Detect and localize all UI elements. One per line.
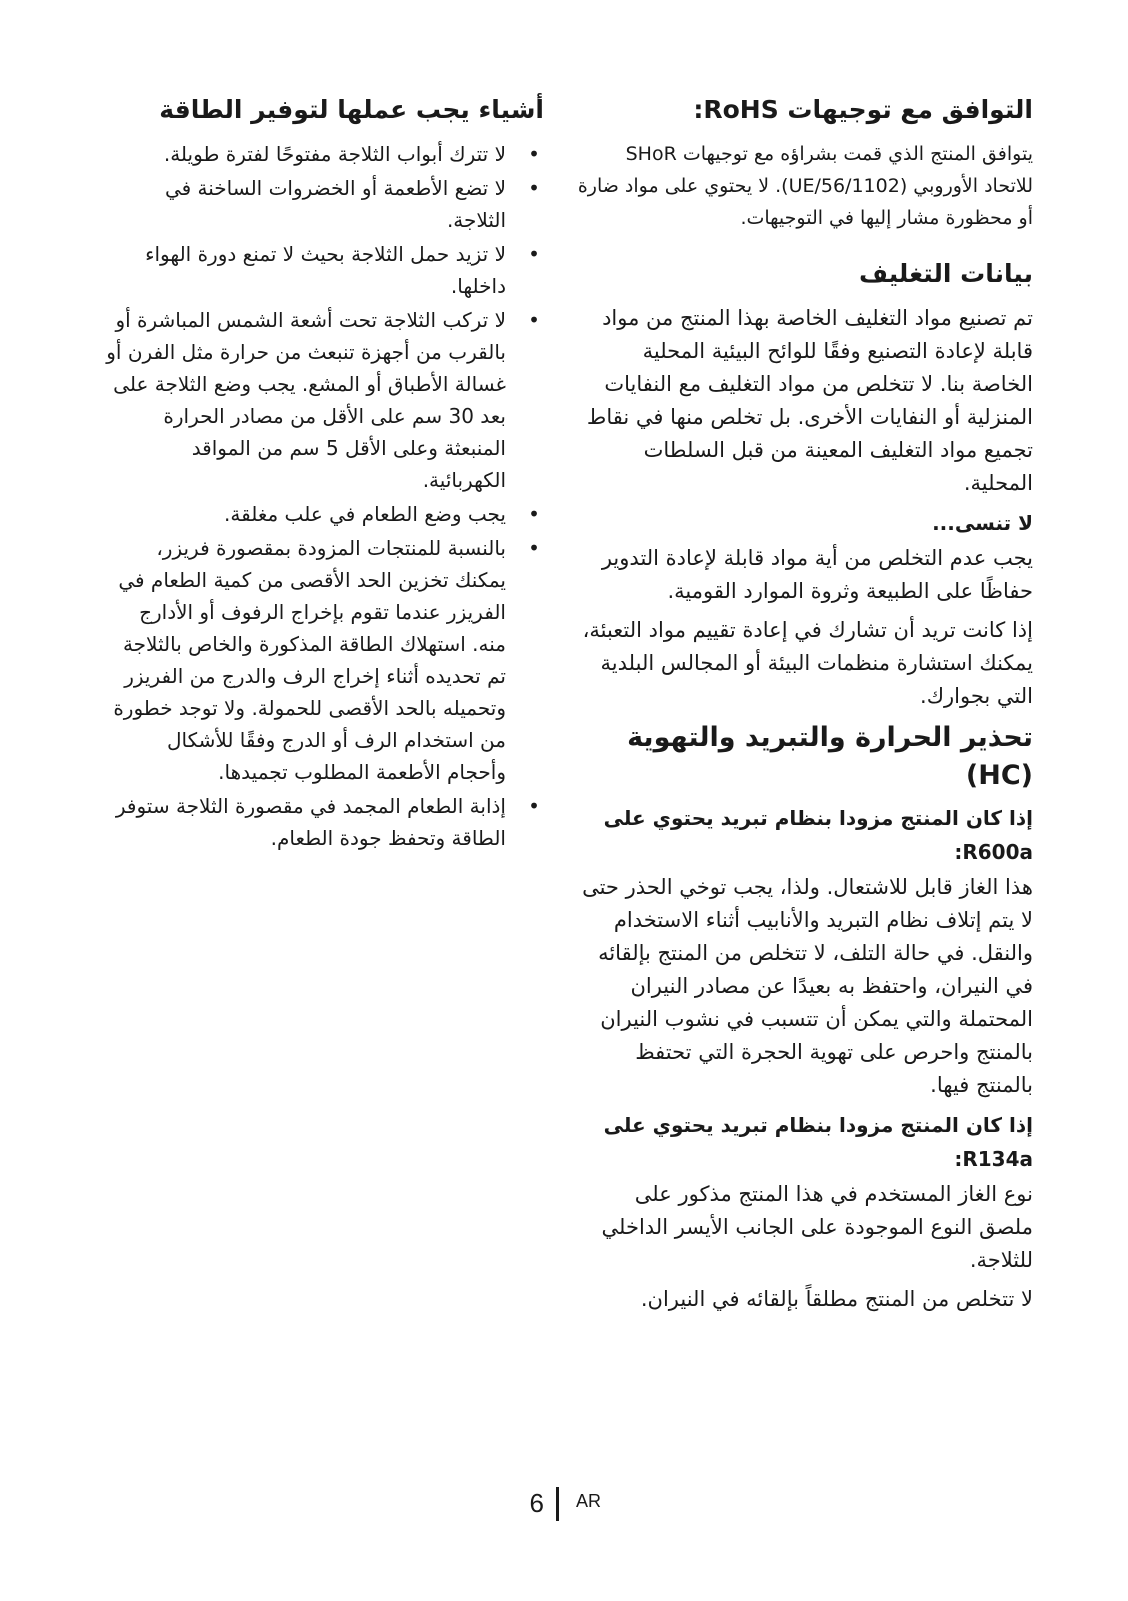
left-column (104, 92, 544, 856)
packaging-section (577, 256, 1033, 500)
list-item: • لا تركب الثلاجة تحت أشعة الشمس المباشرة أو بالقرب من أجهزة تنبعث من حرارة مثل الفرن أو غسالة الأطباق أو المشع. يجب وضع الثلاجة على بعد 30 سم على الأقل من مصادر الحرارة المنبعثة وعلى الأقل 5 سم من المواقد الكهربائية. (104, 304, 506, 496)
r134a-body: نوع الغاز المستخدم في هذا المنتج مذكور على ملصق النوع الموجودة على الجانب الأيسر الداخلي للثلاجة. (601, 1182, 1033, 1272)
dont-forget-section (577, 506, 1033, 713)
rohs-section (577, 92, 1033, 234)
dont-forget-paragraph-1: يجب عدم التخلص من أية مواد قابلة لإعادة التدوير حفاظًا على الطبيعة وثروة الموارد القومية. (601, 546, 1033, 603)
energy-saving-list (104, 138, 544, 854)
r134a-heading: إذا كان المنتج مزودا بنظام تبريد يحتوي على R134a: (603, 1113, 1033, 1171)
r600a-heading: إذا كان المنتج مزودا بنظام تبريد يحتوي على R600a: (603, 806, 1033, 864)
list-item: • بالنسبة للمنتجات المزودة بمقصورة فريزر، يمكنك تخزين الحد الأقصى من كمية الطعام في الفريزر عندما تقوم بإخراج الرفوف أو الأدارج منه. استهلاك الطاقة المذكورة والخاص بالثلاجة تم تحديده أثناء إخراج الرف والدرج من الفريزر وتحميله بالحد الأقصى للحمولة. ولا توجد خطورة من استخدام الرف أو الدرج وفقًا للأشكال وأحجام الأطعمة المطلوب تجميدها. (104, 532, 506, 788)
dont-forget-title: لا تنسى... (932, 511, 1033, 535)
rohs-body: يتوافق المنتج الذي قمت بشراؤه مع توجيهات SHoR للاتحاد الأوروبي (UE/56/1102). لا يحتوي على مواد ضارة أو محظورة مشار إليها في التوجيهات. (577, 143, 1033, 229)
list-item: • لا تزيد حمل الثلاجة بحيث لا تمنع دورة الهواء داخلها. (104, 238, 506, 302)
packaging-body: تم تصنيع مواد التغليف الخاصة بهذا المنتج من مواد قابلة لإعادة التصنيع وفقًا للوائح البيئية المحلية الخاصة بنا. لا تتخلص من مواد التغليف مع النفايات المنزلية أو النفايات الأخرى. بل تخلص منها في نقاط تجميع مواد التغليف المعينة من قبل السلطات المحلية. (586, 306, 1033, 495)
list-item: • إذابة الطعام المجمد في مقصورة الثلاجة ستوفر الطاقة وتحفظ جودة الطعام. (104, 790, 506, 854)
hc-warning-section (577, 719, 1033, 1316)
packaging-title: بيانات التغليف (858, 259, 1033, 288)
hc-warning-title: تحذير الحرارة والتبريد والتهوية (HC) (627, 722, 1033, 791)
list-item: • لا تترك أبواب الثلاجة مفتوحًا لفترة طويلة. (104, 138, 506, 170)
language-code: AR (576, 1491, 602, 1511)
right-column (577, 92, 1033, 1338)
list-item: • لا تضع الأطعمة أو الخضروات الساخنة في الثلاجة. (104, 172, 506, 236)
list-item: • يجب وضع الطعام في علب مغلقة. (104, 498, 506, 530)
energy-saving-title: أشياء يجب عملها لتوفير الطاقة (159, 95, 544, 124)
footer-divider (556, 1487, 559, 1521)
dont-forget-paragraph-2: إذا كانت تريد أن تشارك في إعادة تقييم مواد التعبئة، يمكنك استشارة منظمات البيئة أو المجالس البلدية التي بجوارك. (582, 618, 1033, 708)
r600a-body: هذا الغاز قابل للاشتعال. ولذا، يجب توخي الحذر حتى لا يتم إتلاف نظام التبريد والأنابيب أثناء الاستخدام والنقل. في حالة التلف، لا تتخلص من المنتج بإلقائه في النيران، واحتفظ به بعيدًا عن مصادر النيران المحتملة والتي يمكن أن تتسبب في نشوب النيران بالمنتج واحرص على تهوية الحجرة التي تحتفظ بالمنتج فيها. (582, 875, 1033, 1097)
page-number: 6 (529, 1488, 544, 1518)
page-footer (0, 1483, 1128, 1523)
rohs-title: التوافق مع توجيهات RoHS: (693, 95, 1033, 124)
final-note: لا تتخلص من المنتج مطلقاً بإلقائه في النيران. (640, 1287, 1033, 1311)
